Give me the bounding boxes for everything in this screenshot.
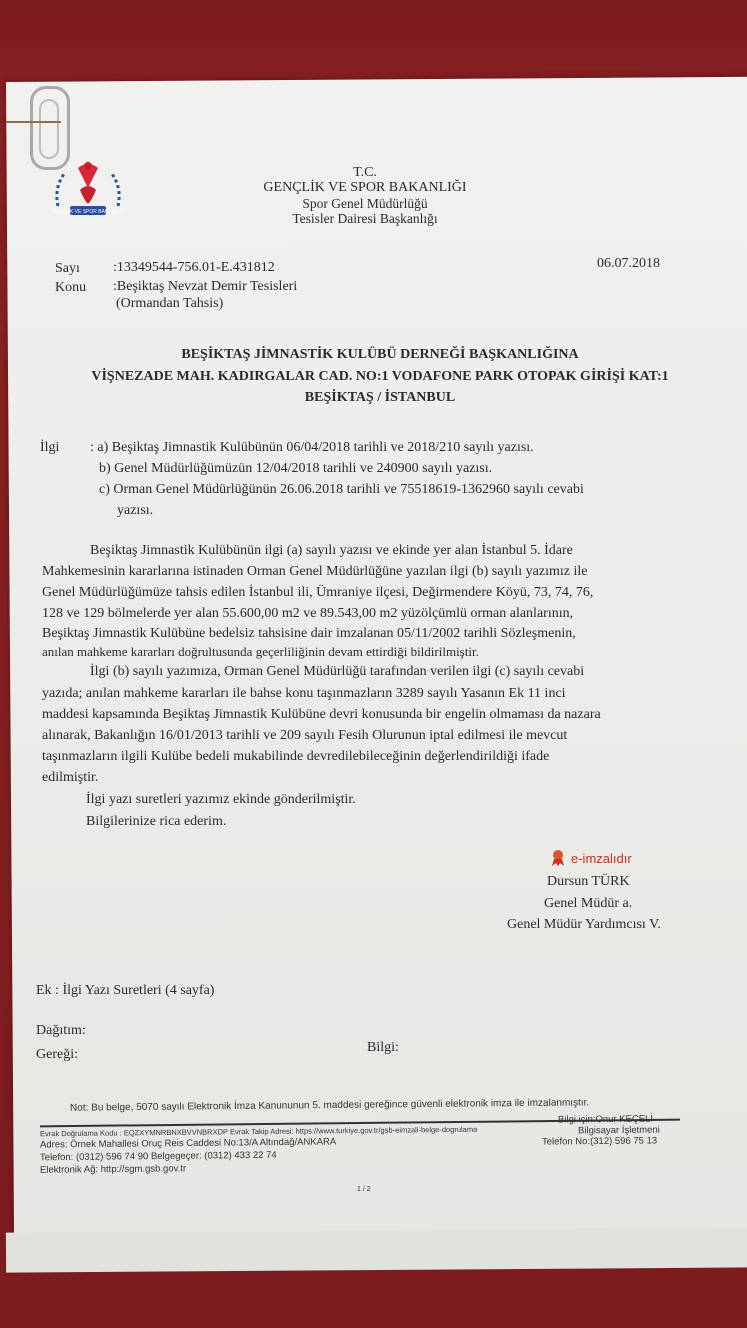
recipient-line3: BEŞİKTAŞ / İSTANBUL <box>304 390 456 405</box>
ilgi-b: b) Genel Müdürlüğümüzün 12/04/2018 tarihli ve 240900 sayılı yazısı. <box>99 461 493 476</box>
recipient-line2: VİŞNEZADE MAH. KADIRGALAR CAD. NO:1 VODAFONE PARK OTOPAK GİRİŞİ KAT:1 <box>91 369 669 384</box>
signatory-title2: Genel Müdür Yardımcısı V. <box>507 917 661 932</box>
body-p2-line: edilmiştir. <box>42 770 99 785</box>
ilgi-label: İlgi <box>40 440 60 455</box>
body-p2-line: taşınmazların ilgili Kulübe bedeli mukabilinde devredilebileceğinin değerlendirildiği ifade <box>42 749 550 764</box>
header-tc: T.C. <box>353 165 377 180</box>
body-p2-line: alınarak, Bakanlığın 16/01/2013 tarihli ve 209 sayılı Fesih Olurunun iptal edilmesi ile mevcut <box>42 728 568 743</box>
paperclip-mark <box>6 121 61 123</box>
body-p4: Bilgilerinize rica ederim. <box>86 814 227 829</box>
body-p2-line: yazıda; anılan mahkeme kararları ile bahse konu taşınmazların 3289 sayılı Yasanın Ek 11 inci <box>42 686 566 701</box>
signatory-title1: Genel Müdür a. <box>544 896 633 911</box>
signatory-name: Dursun TÜRK <box>547 874 630 889</box>
sayi-label: Sayı <box>55 261 80 276</box>
recipient-line1: BEŞİKTAŞ JİMNASTİK KULÜBÜ DERNEĞİ BAŞKANLIĞINA <box>181 347 579 362</box>
sayi-value: :13349544-756.01-E.431812 <box>113 260 275 275</box>
e-signature-label: e-imzalıdır <box>571 850 632 866</box>
body-p2-line: İlgi (b) sayılı yazımıza, Orman Genel Müdürlüğü tarafından verilen ilgi (c) sayılı cevabi <box>90 664 585 679</box>
footer-info-contact: Bilgi için:Onur KEÇELİ <box>557 1113 654 1126</box>
footer-info-phone: Telefon No:(312) 596 75 13 <box>541 1135 658 1148</box>
footer-info-role: Bilgisayar İşletmeni <box>577 1124 660 1137</box>
footer-address: Adres: Örnek Mahallesi Oruç Reis Caddesi No:13/A Altındağ/ANKARA <box>39 1136 337 1151</box>
page-number: 1 / 2 <box>357 1186 371 1193</box>
paper-bottom-edge <box>6 1227 747 1272</box>
ilgi-c-line2: yazısı. <box>117 503 154 518</box>
konu-line2: (Ormandan Tahsis) <box>116 296 224 311</box>
header-directorate: Spor Genel Müdürlüğü <box>302 196 428 211</box>
header-department: Tesisler Dairesi Başkanlığı <box>292 211 438 226</box>
ilgi-c-line1: c) Orman Genel Müdürlüğünün 26.06.2018 tarihli ve 75518619-1362960 sayılı cevabi <box>99 482 584 497</box>
body-p1-line: 128 ve 129 bölmelerde yer alan 55.600,00 m2 ve 89.543,00 m2 yüzölçümlü orman alanlarının, <box>42 606 574 621</box>
bilgi-label: Bilgi: <box>367 1040 399 1055</box>
ministry-logo-icon <box>50 158 126 224</box>
body-p1-line: anılan mahkeme kararları doğrultusunda geçerliliğinin devam ettirdiği bildirilmiştir. <box>42 644 479 659</box>
body-p2-line: maddesi kapsamında Beşiktaş Jimnastik Kulübüne devri konusunda bir engelin olmaması da nazara <box>42 707 601 722</box>
header-ministry: GENÇLİK VE SPOR BAKANLIĞI <box>263 180 467 195</box>
body-p1-line: Mahkemesinin kararlarına istinaden Orman Genel Müdürlüğüne yazılan ilgi (b) sayılı yazımız ile <box>42 564 588 579</box>
body-p1-line: Beşiktaş Jimnastik Kulübünün ilgi (a) sayılı yazısı ve ekinde yer alan İstanbul 5. İdare <box>90 543 573 558</box>
footer-web: Elektronik Ağ: http://sgm.gsb.gov.tr <box>39 1163 187 1176</box>
ilgi-a: : a) Beşiktaş Jimnastik Kulübünün 06/04/2018 tarihli ve 2018/210 sayılı yazısı. <box>90 440 534 455</box>
geregi-label: Gereği: <box>36 1047 78 1062</box>
footer-phone: Telefon: (0312) 596 74 90 Belgegeçer: (0312) 433 22 74 <box>39 1149 277 1164</box>
footer-esign-note: Not: Bu belge, 5070 sayılı Elektronik İmza Kanununun 5. maddesi gereğince güvenli elektronik imza ile imzalanmıştır. <box>69 1097 590 1114</box>
dagitim-label: Dağıtım: <box>36 1023 86 1038</box>
body-p1-line: Beşiktaş Jimnastik Kulübüne bedelsiz tahsisine dair imzalanan 05/11/2002 tarihli Sözleşmenin, <box>42 626 576 641</box>
e-signature-badge <box>551 849 632 867</box>
footer-verify-code: Evrak Doğrulama Kodu : EQZXYMNRBNXBVVNBRXDP Evrak Takip Adresi: https://www.turkiye.gov.tr/gsb-eimzali-belge-dogrulama <box>39 1124 478 1139</box>
konu-line1: :Beşiktaş Nevzat Demir Tesisleri <box>113 279 298 294</box>
document-date: 06.07.2018 <box>597 256 660 271</box>
body-p1-line: Genel Müdürlüğümüze tahsis edilen İstanbul ili, Ümraniye ilçesi, Değirmendere Köyü, 73, 74, 76, <box>42 585 594 600</box>
attachment-ek: Ek : İlgi Yazı Suretleri (4 sayfa) <box>36 983 215 998</box>
body-p3: İlgi yazı suretleri yazımız ekinde gönderilmiştir. <box>86 792 356 807</box>
logo-text: GENÇLİK VE SPOR BAKANLIĞI <box>51 209 125 215</box>
ribbon-icon <box>551 849 565 867</box>
konu-label: Konu <box>55 280 87 295</box>
